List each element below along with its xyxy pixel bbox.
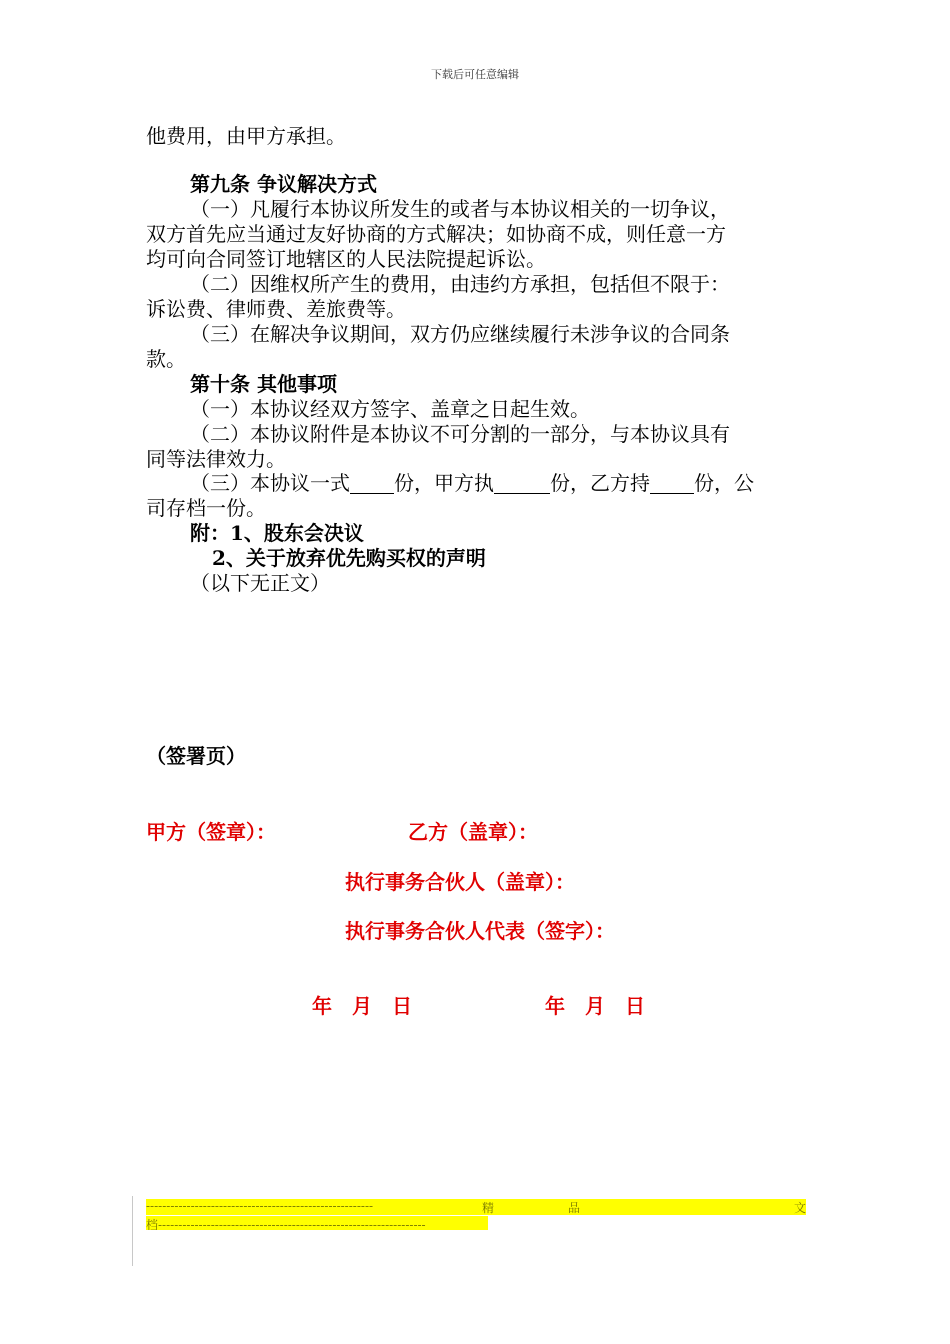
footer-dashes: --------------------------------------------------------: [146, 1199, 374, 1213]
blank-party-b-copies[interactable]: [650, 473, 694, 494]
copies-clause: [190, 467, 754, 496]
paragraph-line: 司存档一份。: [146, 496, 266, 520]
party-a-signature-label: 甲方（签章）：: [146, 820, 276, 844]
footer-banner-line2: 档------------------------------------------------------------------: [146, 1216, 488, 1230]
footer-banner: [146, 1199, 806, 1215]
party-a-date: 年 月 日: [312, 994, 412, 1018]
paragraph-line: 双方首先应当通过友好协商的方式解决；如协商不成，则任意一方: [146, 222, 726, 246]
attachment-2: 2、关于放弃优先购买权的声明: [212, 546, 486, 570]
blank-total-copies[interactable]: [350, 473, 394, 494]
clause-text: 份，甲方执: [394, 471, 494, 495]
footer-word: 精: [482, 1201, 495, 1215]
paragraph-line: 诉讼费、律师费、差旅费等。: [146, 297, 406, 321]
article-9-title: 第九条 争议解决方式: [190, 172, 377, 196]
page-header: 下载后可任意编辑: [431, 68, 519, 81]
paragraph-line: 均可向合同签订地辖区的人民法院提起诉讼。: [146, 247, 546, 271]
signature-page-label: （签署页）: [146, 744, 246, 768]
no-more-text: （以下无正文）: [190, 571, 330, 595]
clause-text: 份，公: [694, 471, 754, 495]
article-10-title: 第十条 其他事项: [190, 372, 337, 396]
margin-line: [132, 1196, 133, 1266]
blank-party-a-copies[interactable]: [494, 473, 550, 494]
paragraph-line: （二）本协议附件是本协议不可分割的一部分，与本协议具有: [190, 422, 730, 446]
party-b-date: 年 月 日: [545, 994, 645, 1018]
paragraph-line: 款。: [146, 347, 186, 371]
footer-word: 文: [794, 1201, 806, 1215]
exec-partner-rep-label: 执行事务合伙人代表（签字）：: [345, 919, 615, 943]
attachment-1: 附：1、股东会决议: [190, 521, 364, 545]
paragraph-line: 他费用，由甲方承担。: [146, 124, 346, 148]
paragraph-line: （二）因维权所产生的费用，由违约方承担，包括但不限于：: [190, 272, 730, 296]
clause-text: 份，乙方持: [550, 471, 650, 495]
paragraph-line: 同等法律效力。: [146, 447, 286, 471]
paragraph-line: （一）凡履行本协议所发生的或者与本协议相关的一切争议，: [190, 197, 730, 221]
paragraph-line: （一）本协议经双方签字、盖章之日起生效。: [190, 397, 590, 421]
footer-word: 品: [568, 1201, 581, 1215]
party-b-seal-label: 乙方（盖章）：: [408, 820, 538, 844]
clause-text: （三）本协议一式: [190, 471, 350, 495]
exec-partner-seal-label: 执行事务合伙人（盖章）：: [345, 870, 575, 894]
paragraph-line: （三）在解决争议期间，双方仍应继续履行未涉争议的合同条: [190, 322, 730, 346]
